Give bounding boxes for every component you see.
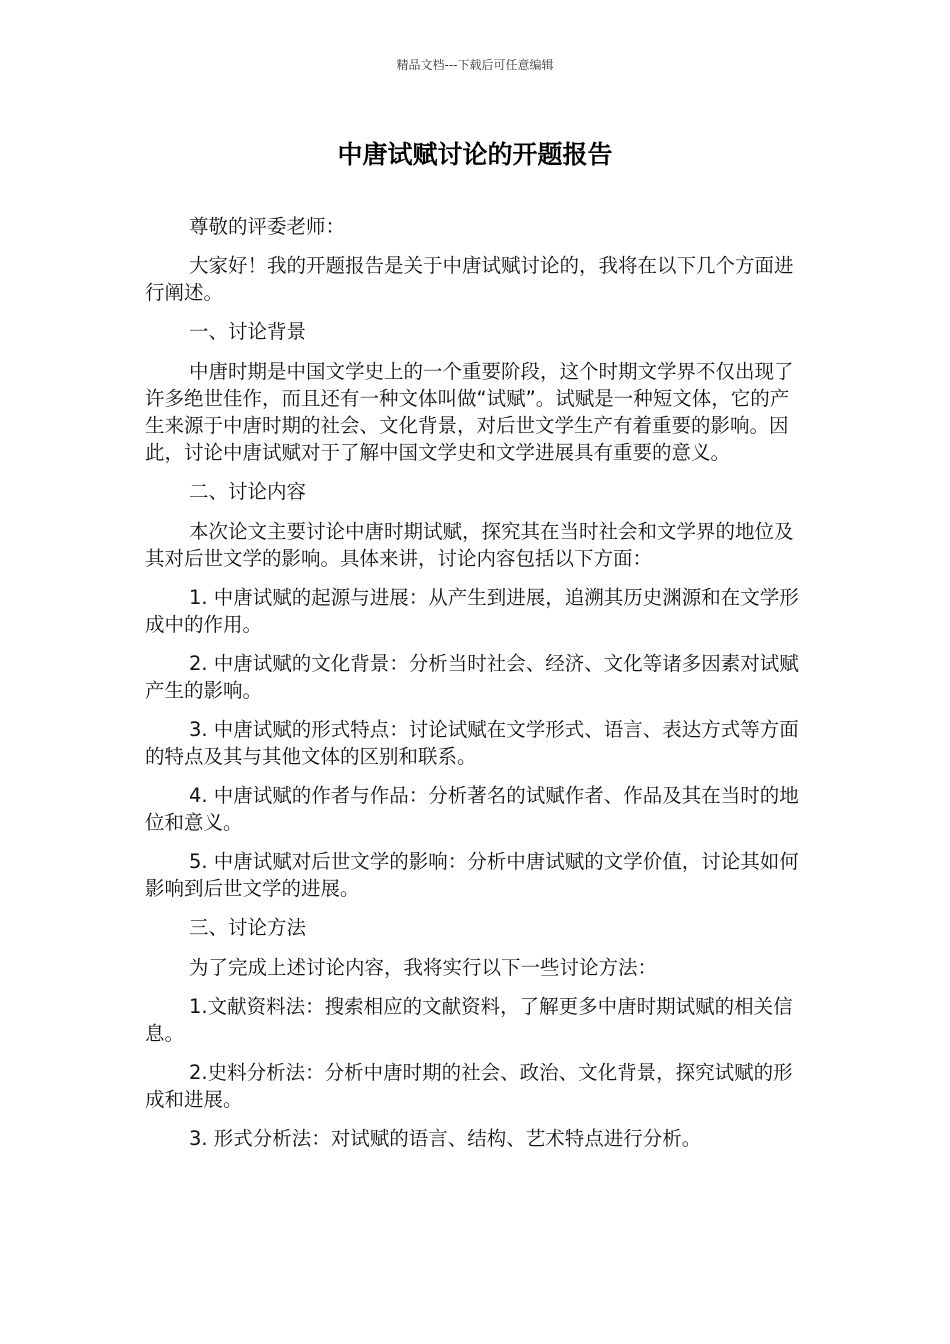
- content-item-1: 1. 中唐试赋的起源与进展：从产生到进展，追溯其历史渊源和在文学形成中的作用。: [145, 586, 799, 636]
- method-item-3: 3. 形式分析法：对试赋的语言、结构、艺术特点进行分析。: [189, 1127, 702, 1150]
- content-item-5: 5. 中唐试赋对后世文学的影响：分析中唐试赋的文学价值，讨论其如何影响到后世文学的进展。: [145, 850, 799, 900]
- intro-paragraph: 大家好！我的开题报告是关于中唐试赋讨论的，我将在以下几个方面进行阐述。: [145, 254, 794, 304]
- method-item-2: 2.史料分析法：分析中唐时期的社会、政治、文化背景，探究试赋的形成和进展。: [145, 1061, 793, 1111]
- section-heading-background: 一、讨论背景: [189, 320, 307, 343]
- content-item-2: 2. 中唐试赋的文化背景：分析当时社会、经济、文化等诸多因素对试赋产生的影响。: [145, 652, 799, 702]
- section-heading-methods: 三、讨论方法: [189, 916, 307, 939]
- document-title: 中唐试赋讨论的开题报告: [337, 140, 613, 169]
- background-paragraph: 中唐时期是中国文学史上的一个重要阶段，这个时期文学界不仅出现了许多绝世佳作，而且还有一种文体叫做“试赋”。试赋是一种短文体，它的产生来源于中唐时期的社会、文化背景，对后世文学生产有着重要的影响。因此，讨论中唐试赋对于了解中国文学史和文学进展具有重要的意义。: [145, 360, 794, 464]
- content-item-4: 4. 中唐试赋的作者与作品：分析著名的试赋作者、作品及其在当时的地位和意义。: [145, 784, 799, 834]
- methods-intro-paragraph: 为了完成上述讨论内容，我将实行以下一些讨论方法：: [189, 956, 658, 979]
- document-body: [145, 213, 805, 1164]
- section-heading-content: 二、讨论内容: [189, 480, 307, 503]
- header-note: 精品文档---下载后可任意编辑: [396, 58, 554, 72]
- content-intro-paragraph: 本次论文主要讨论中唐时期试赋，探究其在当时社会和文学界的地位及其对后世文学的影响。具体来讲，讨论内容包括以下方面：: [145, 520, 794, 570]
- salutation: 尊敬的评委老师：: [189, 215, 346, 238]
- method-item-1: 1.文献资料法：搜索相应的文献资料，了解更多中唐时期试赋的相关信息。: [145, 995, 793, 1045]
- content-item-3: 3. 中唐试赋的形式特点：讨论试赋在文学形式、语言、表达方式等方面的特点及其与其他文体的区别和联系。: [145, 718, 799, 768]
